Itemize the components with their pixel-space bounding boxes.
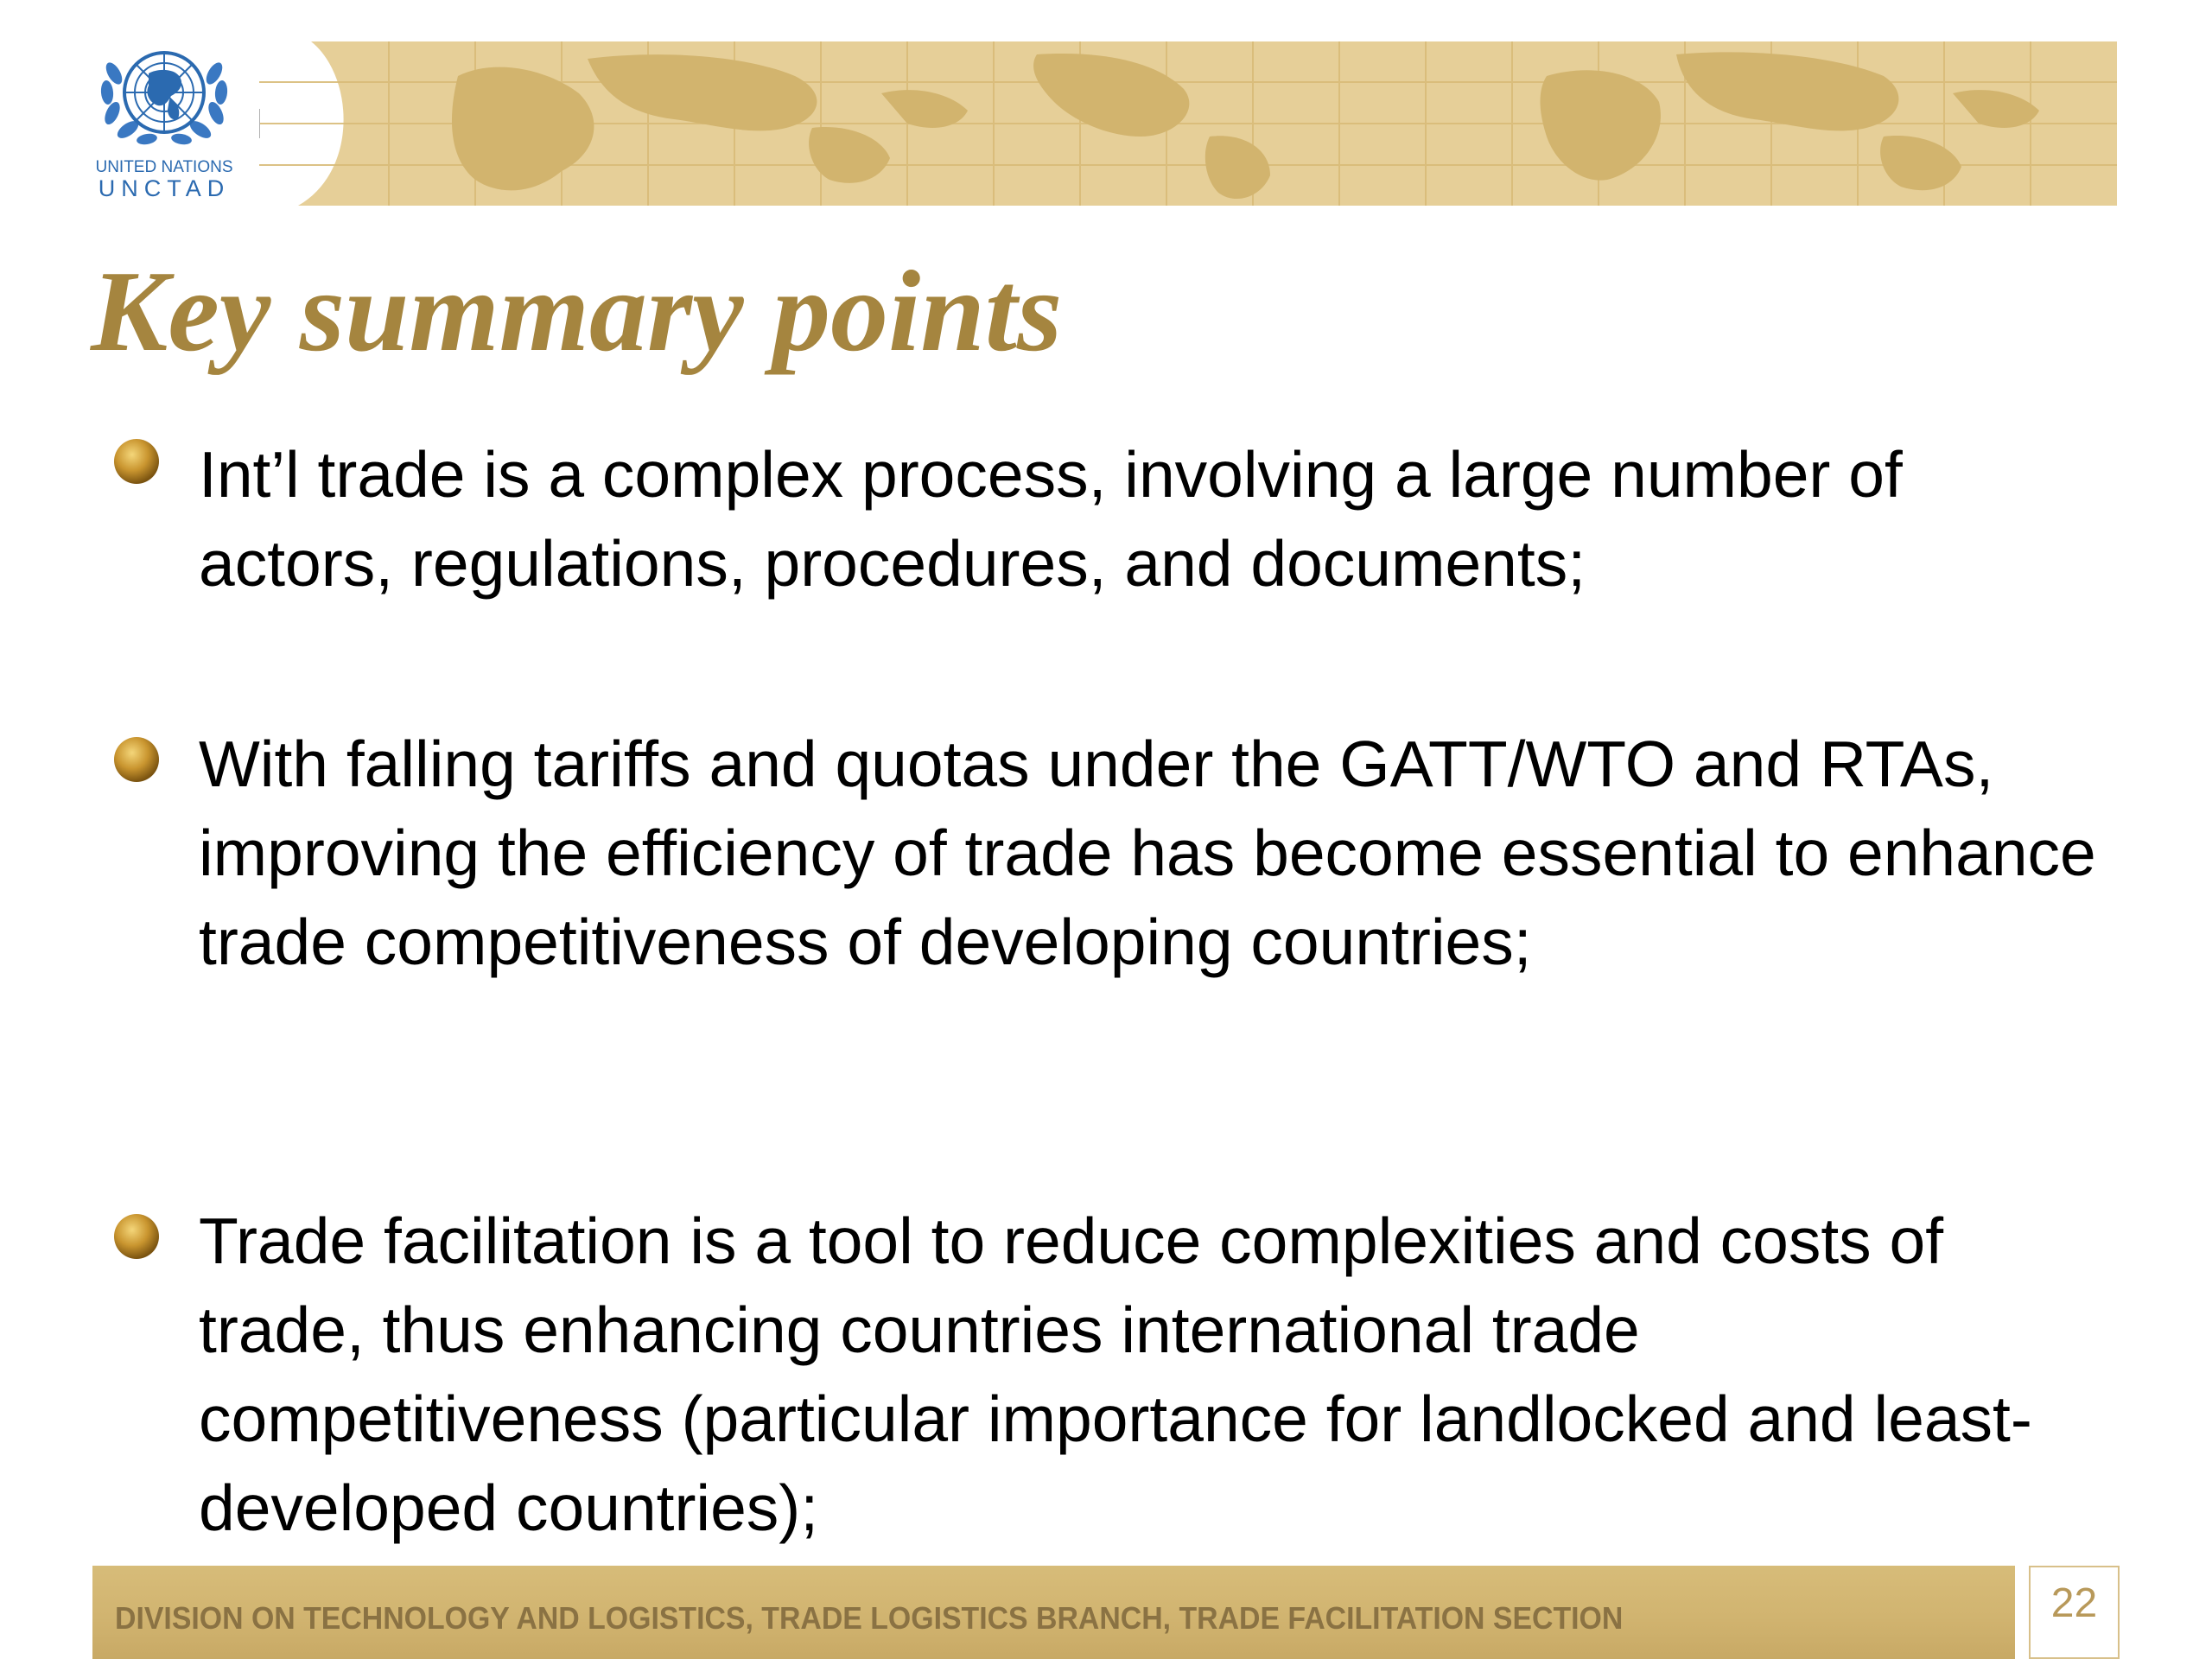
logo-text-unctad: UNCTAD [98, 175, 231, 201]
bullet-text: With falling tariffs and quotas under the GATT/WTO and RTAs, improving the efficiency of trade has become essential to enhance trade competitiveness of developing countries; [199, 728, 2096, 978]
slide-title: Key summary points [91, 247, 1063, 375]
footer-division-text: DIVISION ON TECHNOLOGY AND LOGISTICS, TRADE LOGISTICS BRANCH, TRADE FACILITATION SECTION [115, 1600, 1624, 1636]
logo-text-united-nations: UNITED NATIONS [95, 158, 233, 176]
gold-bullet-icon [112, 735, 161, 784]
gold-bullet-icon [112, 1212, 161, 1261]
bullet-text: Int’l trade is a complex process, involving a large number of actors, regulations, procedures, and documents; [199, 438, 1903, 600]
world-map-banner [259, 41, 2117, 206]
un-emblem-icon [95, 39, 233, 151]
gold-bullet-icon [112, 437, 161, 486]
page-number: 22 [2050, 1580, 2098, 1626]
bullet-text: Trade facilitation is a tool to reduce complexities and costs of trade, thus enhancing countries international trade competitiveness (particular importance for landlocked and least-developed countries); [199, 1205, 2032, 1544]
page-number-box [2029, 1566, 2120, 1659]
unctad-logo [86, 39, 242, 207]
